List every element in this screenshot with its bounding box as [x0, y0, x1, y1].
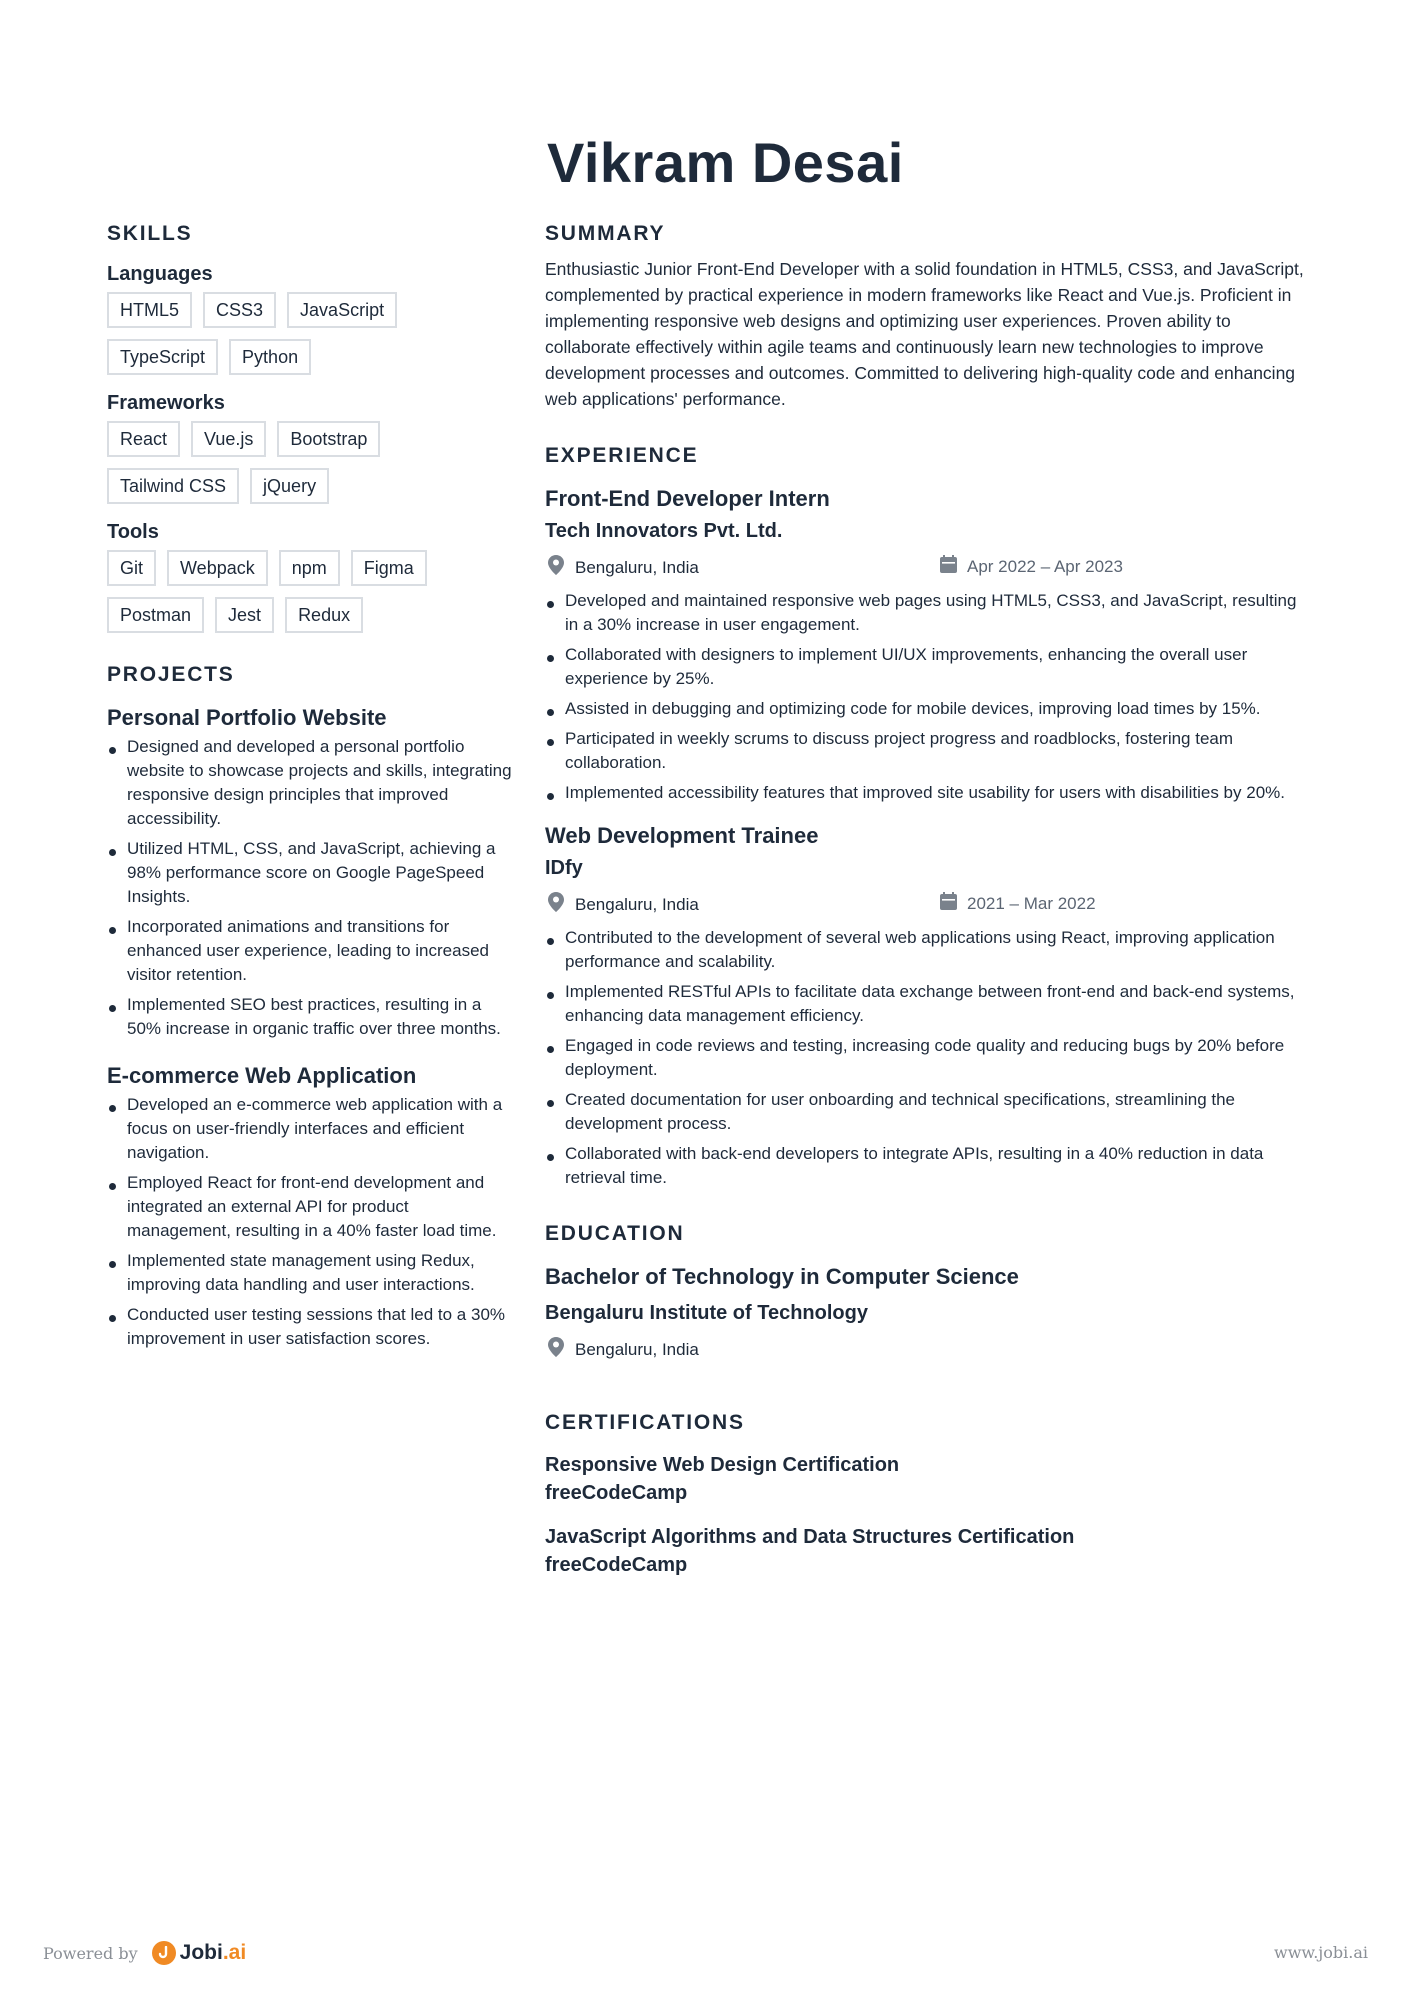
skill-group-title: Tools: [107, 521, 159, 543]
list-item: Created documentation for user onboarding and technical specifications, streamlining the development process.: [545, 1088, 1305, 1136]
education-meta: [545, 1337, 1305, 1363]
summary-text: Enthusiastic Junior Front-End Developer with a solid foundation in HTML5, CSS3, and JavaScript, complemented by practical experience in modern frameworks like React and Vue.js. Proficient in implementing responsive web designs and optimizing user experiences. Proven ability to collaborate effectively within agile teams and continuously learn new technologies to improve development processes and outcomes. Committed to delivering high-quality code and enhancing web applications' performance.: [545, 259, 1304, 409]
list-item: Implemented RESTful APIs to facilitate data exchange between front-end and back-end systems, enhancing data management efficiency.: [545, 980, 1305, 1028]
right-column: [545, 222, 1305, 1579]
school-name: Bengaluru Institute of Technology: [545, 1302, 868, 1324]
skill-tag: npm: [279, 550, 340, 586]
skill-tag: Webpack: [167, 550, 268, 586]
footer-powered-by: [43, 1941, 246, 1965]
map-pin-icon: [545, 1337, 567, 1362]
skill-group-title: Languages: [107, 263, 213, 285]
job-meta: [545, 892, 1305, 918]
skill-tags-frameworks: [107, 421, 467, 504]
list-item: Utilized HTML, CSS, and JavaScript, achieving a 98% performance score on Google PageSpeed Insights.: [107, 837, 517, 909]
brand-suffix: .ai: [222, 1941, 247, 1964]
list-item: Incorporated animations and transitions for enhanced user experience, leading to increased visitor retention.: [107, 915, 517, 987]
job-bullets: [545, 926, 1305, 1190]
brand-name: Jobi: [179, 1941, 223, 1964]
skill-tag: Python: [229, 339, 311, 375]
map-pin-icon: [545, 555, 567, 580]
job-meta: [545, 555, 1305, 581]
job-dates: [937, 892, 1096, 915]
skill-tag: Postman: [107, 597, 204, 633]
list-item: Implemented accessibility features that improved site usability for users with disabilities by 20%.: [545, 781, 1305, 805]
project-bullets: [107, 1093, 517, 1351]
certification-org: freeCodeCamp: [545, 1554, 688, 1576]
list-item: Employed React for front-end development and integrated an external API for product management, resulting in a 40% faster load time.: [107, 1171, 517, 1243]
list-item: Developed and maintained responsive web pages using HTML5, CSS3, and JavaScript, resulting in a 30% increase in user engagement.: [545, 589, 1305, 637]
projects-heading: PROJECTS: [107, 663, 235, 686]
list-item: Collaborated with back-end developers to integrate APIs, resulting in a 40% reduction in data retrieval time.: [545, 1142, 1305, 1190]
certification-item: [545, 1523, 1305, 1579]
job-location: [545, 555, 699, 580]
experience-item: [545, 823, 1305, 1190]
list-item: Assisted in debugging and optimizing code for mobile devices, improving load times by 15%.: [545, 697, 1305, 721]
list-item: Implemented state management using Redux, improving data handling and user interactions.: [107, 1249, 517, 1297]
dates-text: 2021 – Mar 2022: [967, 893, 1096, 913]
certifications-section: [545, 1411, 1305, 1579]
job-title: Front-End Developer Intern: [545, 486, 830, 511]
job-title: Web Development Trainee: [545, 823, 819, 848]
list-item: Engaged in code reviews and testing, increasing code quality and reducing bugs by 20% before deployment.: [545, 1034, 1305, 1082]
dates-text: Apr 2022 – Apr 2023: [967, 556, 1123, 576]
job-dates: [937, 555, 1123, 578]
skill-tag: Figma: [351, 550, 427, 586]
education-heading: EDUCATION: [545, 1222, 685, 1245]
degree-title: Bachelor of Technology in Computer Science: [545, 1264, 1019, 1289]
experience-item: [545, 486, 1305, 805]
list-item: Participated in weekly scrums to discuss project progress and roadblocks, fostering team collaboration.: [545, 727, 1305, 775]
education-section: [545, 1222, 1305, 1363]
experience-heading: EXPERIENCE: [545, 444, 699, 467]
list-item: Designed and developed a personal portfolio website to showcase projects and skills, integrating responsive design principles that improved accessibility.: [107, 735, 517, 831]
skill-tags-tools: [107, 550, 467, 633]
certification-name: JavaScript Algorithms and Data Structures Certification: [545, 1526, 1075, 1548]
projects-section: [107, 663, 517, 1351]
project-title: Personal Portfolio Website: [107, 705, 387, 730]
candidate-name: Vikram Desai: [547, 131, 904, 194]
summary-section: [545, 222, 1305, 412]
map-pin-icon: [545, 892, 567, 917]
project-title: E-commerce Web Application: [107, 1063, 417, 1088]
location-text: Bengaluru, India: [575, 894, 699, 914]
powered-by-label: Powered by: [43, 1943, 138, 1963]
education-location: [545, 1337, 699, 1362]
job-bullets: [545, 589, 1305, 805]
calendar-icon: [937, 555, 959, 578]
certification-name: Responsive Web Design Certification: [545, 1454, 900, 1476]
skill-tag: JavaScript: [287, 292, 397, 328]
skill-tag: HTML5: [107, 292, 192, 328]
skills-section: [107, 222, 517, 633]
company-name: Tech Innovators Pvt. Ltd.: [545, 520, 783, 542]
certification-org: freeCodeCamp: [545, 1482, 688, 1504]
skill-tag: Vue.js: [191, 421, 266, 457]
project-bullets: [107, 735, 517, 1041]
brand-logo[interactable]: [152, 1941, 247, 1965]
skill-tag: Redux: [285, 597, 363, 633]
experience-section: [545, 444, 1305, 1190]
list-item: Developed an e-commerce web application with a focus on user-friendly interfaces and efficient navigation.: [107, 1093, 517, 1165]
footer-url[interactable]: www.jobi.ai: [1274, 1943, 1368, 1962]
location-text: Bengaluru, India: [575, 557, 699, 577]
skill-tag: jQuery: [250, 468, 329, 504]
skills-heading: SKILLS: [107, 222, 193, 245]
jobi-logo-icon: [152, 1941, 176, 1965]
skill-tags-languages: [107, 292, 467, 375]
list-item: Collaborated with designers to implement UI/UX improvements, enhancing the overall user experience by 25%.: [545, 643, 1305, 691]
left-column: [107, 222, 517, 1357]
skill-tag: Git: [107, 550, 156, 586]
list-item: Conducted user testing sessions that led to a 30% improvement in user satisfaction scores.: [107, 1303, 517, 1351]
skill-tag: React: [107, 421, 180, 457]
skill-tag: Jest: [215, 597, 274, 633]
skill-tag: Bootstrap: [277, 421, 380, 457]
certifications-heading: CERTIFICATIONS: [545, 1411, 745, 1434]
job-location: [545, 892, 699, 917]
certification-item: [545, 1451, 1305, 1507]
skill-tag: CSS3: [203, 292, 276, 328]
company-name: IDfy: [545, 857, 583, 879]
calendar-icon: [937, 892, 959, 915]
summary-heading: SUMMARY: [545, 222, 666, 245]
location-text: Bengaluru, India: [575, 1339, 699, 1359]
list-item: Implemented SEO best practices, resulting in a 50% increase in organic traffic over three months.: [107, 993, 517, 1041]
skill-group-title: Frameworks: [107, 392, 225, 414]
skill-tag: TypeScript: [107, 339, 218, 375]
skill-tag: Tailwind CSS: [107, 468, 239, 504]
list-item: Contributed to the development of several web applications using React, improving application performance and scalability.: [545, 926, 1305, 974]
